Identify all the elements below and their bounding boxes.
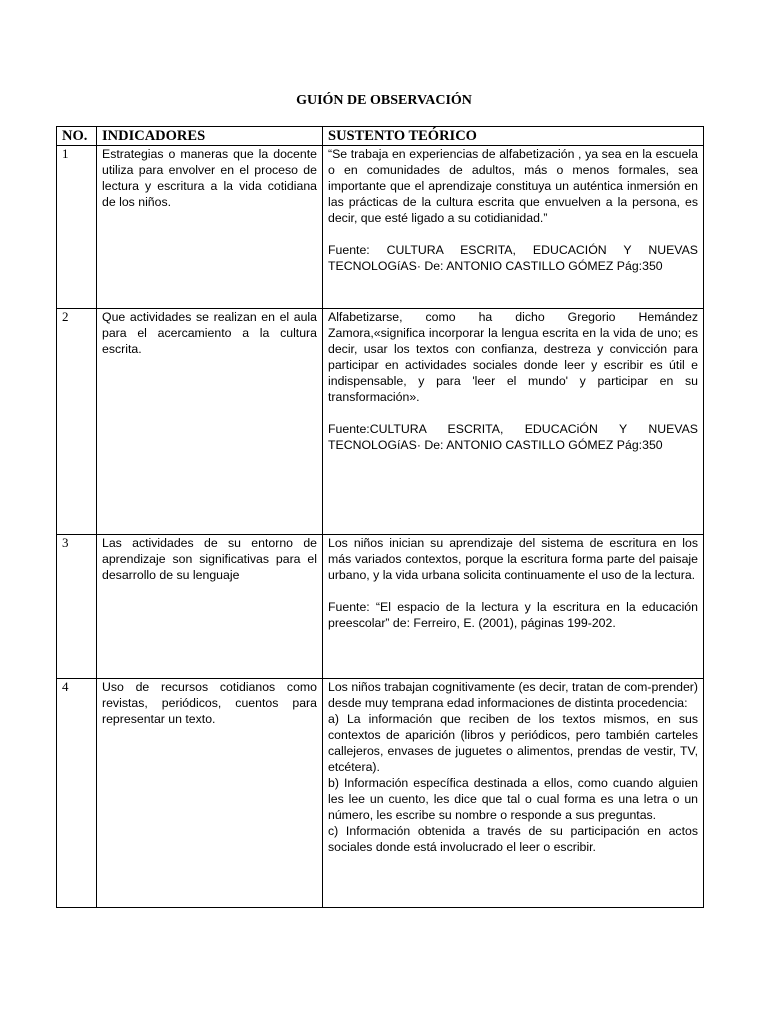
table-row (57, 146, 704, 309)
theory-cell (323, 679, 704, 908)
row-number: 4 (57, 679, 97, 908)
table-header-row (57, 127, 704, 146)
observation-table (56, 126, 704, 908)
row-number: 3 (57, 535, 97, 679)
header-no: NO. (57, 127, 97, 146)
theory-cell (323, 309, 704, 535)
theory-cell (323, 146, 704, 309)
theory-quote: Los niños inician su aprendizaje del sistema de escritura en los más variados contextos, porque la escritura forma parte del paisaje urbano, y la vida urbana solicita continuamente el uso de la lectura. (328, 536, 698, 582)
table-row (57, 309, 704, 535)
document-title: GUIÓN DE OBSERVACIÓN (296, 93, 472, 108)
indicator-cell: Estrategias o maneras que la docente utiliza para envolver en el proceso de lectura y escritura a la vida cotidiana de los niños. (97, 146, 323, 309)
theory-quote: Alfabetizarse, como ha dicho Gregorio Hemández Zamora,«significa incorporar la lengua escrita en la vida de uno; es decir, usar los textos con confianza, destreza y convicción para participar en actividades sociales donde leer y escribir es útil e indispensable, y para 'leer el mundo' y participar en su transformación». (328, 310, 698, 404)
theory-intro: Los niños trabajan cognitivamente (es decir, tratan de com-prender) desde muy temprana edad informaciones de distinta procedencia: (328, 680, 698, 710)
row-number: 2 (57, 309, 97, 535)
indicator-cell: Que actividades se realizan en el aula para el acercamiento a la cultura escrita. (97, 309, 323, 535)
table-row (57, 535, 704, 679)
theory-quote: “Se trabaja en experiencias de alfabetización , ya sea en la escuela o en comunidades de adultos, más o menos formales, sea importante que el aprendizaje constituya un auténtica inmersión en las prácticas de la cultura escrita que envuelven a la persona, es decir, que esté ligado a su cotidianidad.” (328, 147, 698, 225)
header-indicadores: INDICADORES (97, 127, 323, 146)
indicator-cell: Uso de recursos cotidianos como revistas, periódicos, cuentos para representar un texto. (97, 679, 323, 908)
theory-item-c: c) Información obtenida a través de su participación en actos sociales donde está involucrado el leer o escribir. (328, 824, 698, 854)
theory-source: Fuente: “El espacio de la lectura y la escritura en la educación preescolar” de: Ferreiro, E. (2001), páginas 199-202. (328, 600, 698, 630)
header-sustento: SUSTENTO TEÓRICO (323, 127, 704, 146)
theory-item-a: a) La información que reciben de los textos mismos, en sus contextos de aparición (libros y periódicos, pero también carteles callejeros, envases de juguetes o alimentos, prendas de vestir, TV, etcétera). (328, 712, 698, 774)
row-number: 1 (57, 146, 97, 309)
theory-item-b: b) Información específica destinada a ellos, como cuando alguien les lee un cuento, les dice que tal o cual forma es una letra o un número, les escribe su nombre o responde a sus preguntas. (328, 776, 698, 822)
theory-source: Fuente:CULTURA ESCRITA, EDUCACiÓN Y NUEVAS TECNOLOGíAS· De: ANTONIO CASTILLO GÓMEZ Pág:350 (328, 422, 698, 452)
indicator-cell: Las actividades de su entorno de aprendizaje son significativas para el desarrollo de su lenguaje (97, 535, 323, 679)
theory-cell (323, 535, 704, 679)
theory-source: Fuente: CULTURA ESCRITA, EDUCACIÓN Y NUEVAS TECNOLOGíAS· De: ANTONIO CASTILLO GÓMEZ Pág:350 (328, 243, 698, 273)
table-row (57, 679, 704, 908)
